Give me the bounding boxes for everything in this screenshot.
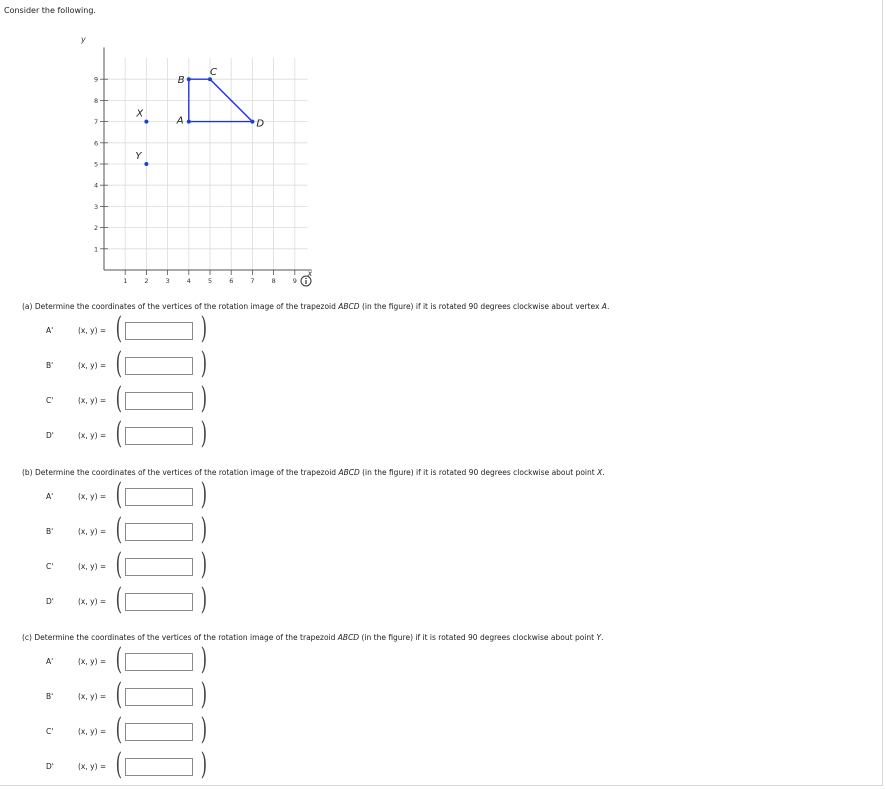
y-tick-label: 1	[94, 245, 99, 254]
xy-label: (x, y) =	[78, 527, 107, 536]
vertex-label: C'	[46, 727, 54, 736]
pivot-name: A	[601, 302, 607, 311]
point-d	[250, 120, 254, 124]
vertex-label: B'	[46, 527, 54, 536]
y-axis-label: y	[81, 34, 86, 44]
answer-input-c-0[interactable]	[125, 653, 193, 671]
point-label-x: X	[136, 108, 144, 120]
close-paren: )	[200, 677, 208, 712]
point-label-a: A	[176, 115, 184, 127]
open-paren: (	[115, 712, 123, 747]
x-tick-label: 8	[271, 277, 276, 285]
y-tick-label: 9	[94, 75, 99, 84]
xy-label: (x, y) =	[78, 326, 107, 335]
x-tick-label: 3	[165, 277, 170, 285]
open-paren: (	[115, 677, 123, 712]
answer-input-b-0[interactable]	[125, 488, 193, 506]
question-text: Determine the coordinates of the vertices of the rotation image of the trapezoid	[34, 633, 338, 642]
answer-input-c-3[interactable]	[125, 758, 193, 776]
xy-label: (x, y) =	[78, 597, 107, 606]
shape-name: ABCD	[338, 302, 360, 311]
xy-label: (x, y) =	[78, 692, 107, 701]
open-paren: (	[115, 477, 123, 512]
vertex-label: C'	[46, 562, 54, 571]
answer-input-b-1[interactable]	[125, 523, 193, 541]
x-tick-label: 2	[144, 277, 149, 285]
question-text: Determine the coordinates of the vertices of the rotation image of the trapezoid	[35, 468, 339, 477]
xy-label: (x, y) =	[78, 396, 107, 405]
question-text-mid: (in the figure) if it is rotated 90 degrees clockwise about point	[359, 468, 598, 477]
answer-input-c-2[interactable]	[125, 723, 193, 741]
y-tick-label: 6	[94, 139, 99, 148]
vertex-label: A'	[46, 492, 54, 501]
answer-input-c-1[interactable]	[125, 688, 193, 706]
open-paren: (	[115, 747, 123, 782]
point-a	[187, 120, 191, 124]
info-icon[interactable]	[300, 275, 312, 287]
shape-name: ABCD	[337, 633, 360, 642]
open-paren: (	[115, 381, 123, 416]
coordinate-graph	[0, 0, 330, 295]
point-label-c: C	[210, 67, 217, 79]
y-tick-label: 3	[94, 202, 99, 211]
xy-label: (x, y) =	[78, 562, 107, 571]
open-paren: (	[115, 416, 123, 451]
x-tick-label: 6	[229, 277, 234, 285]
x-tick-label: 1	[123, 277, 128, 285]
close-paren: )	[200, 547, 208, 582]
close-paren: )	[200, 477, 208, 512]
close-paren: )	[200, 642, 208, 677]
vertex-label: A'	[46, 326, 54, 335]
point-label-y: Y	[135, 151, 142, 162]
close-paren: )	[200, 512, 208, 547]
prompt-text: Consider the following.	[4, 6, 96, 15]
question-text-mid: (in the figure) if it is rotated 90 degrees clockwise about vertex	[359, 302, 602, 311]
vertex-label: B'	[46, 361, 54, 370]
x-tick-label: 9	[292, 277, 297, 285]
close-paren: )	[200, 381, 208, 416]
xy-label: (x, y) =	[78, 727, 107, 736]
part-0-question	[22, 302, 609, 311]
answer-input-b-2[interactable]	[125, 558, 193, 576]
xy-label: (x, y) =	[78, 657, 107, 666]
y-tick-label: 4	[94, 181, 99, 190]
close-paren: )	[200, 582, 208, 617]
grid	[104, 58, 308, 270]
point-x	[144, 120, 148, 124]
part-label: (a)	[22, 302, 33, 311]
part-label: (b)	[22, 468, 33, 477]
x-axis-label: x	[307, 269, 313, 278]
y-tick-label: 8	[94, 96, 99, 105]
point-b	[187, 77, 191, 81]
close-paren: )	[200, 346, 208, 381]
question-text: Determine the coordinates of the vertices of the rotation image of the trapezoid	[34, 302, 339, 311]
answer-input-a-0[interactable]	[125, 322, 193, 340]
close-paren: )	[200, 747, 208, 782]
close-paren: )	[200, 416, 208, 451]
vertex-label: C'	[46, 396, 54, 405]
xy-label: (x, y) =	[78, 492, 107, 501]
vertex-label: A'	[46, 657, 54, 666]
close-paren: )	[200, 712, 208, 747]
pivot-name: Y	[596, 633, 602, 642]
open-paren: (	[115, 642, 123, 677]
open-paren: (	[115, 512, 123, 547]
pivot-name: X	[597, 468, 603, 477]
y-tick-label: 5	[94, 160, 99, 169]
y-tick-label: 2	[94, 224, 99, 233]
axes	[80, 35, 313, 278]
open-paren: (	[115, 547, 123, 582]
period: .	[606, 302, 610, 311]
period: .	[601, 633, 604, 642]
answer-input-b-3[interactable]	[125, 593, 193, 611]
xy-label: (x, y) =	[78, 762, 107, 771]
point-label-b: B	[177, 75, 185, 87]
x-tick-label: 5	[208, 277, 213, 285]
open-paren: (	[115, 346, 123, 381]
vertex-label: D'	[46, 597, 54, 606]
part-label: (c)	[22, 633, 32, 642]
vertex-label: D'	[46, 762, 54, 771]
part-1-question	[22, 468, 605, 477]
vertex-label: D'	[46, 431, 54, 440]
shape-name: ABCD	[338, 468, 360, 477]
x-tick-label: 7	[250, 277, 255, 285]
y-tick-label: 7	[94, 118, 99, 127]
answer-input-a-1[interactable]	[125, 357, 193, 375]
xy-label: (x, y) =	[78, 431, 107, 440]
open-paren: (	[115, 582, 123, 617]
x-tick-label: 4	[186, 277, 191, 285]
close-paren: )	[200, 311, 208, 346]
vertex-label: B'	[46, 692, 54, 701]
part-2-question	[22, 633, 603, 642]
answer-input-a-2[interactable]	[125, 392, 193, 410]
question-text-mid: (in the figure) if it is rotated 90 degrees clockwise about point	[359, 633, 597, 642]
points	[135, 67, 264, 166]
xy-label: (x, y) =	[78, 361, 107, 370]
point-label-d: D	[256, 118, 265, 130]
point-y	[144, 162, 148, 166]
answer-input-a-3[interactable]	[125, 427, 193, 445]
period: .	[602, 468, 605, 477]
open-paren: (	[115, 311, 123, 346]
tick-labels	[94, 76, 297, 285]
